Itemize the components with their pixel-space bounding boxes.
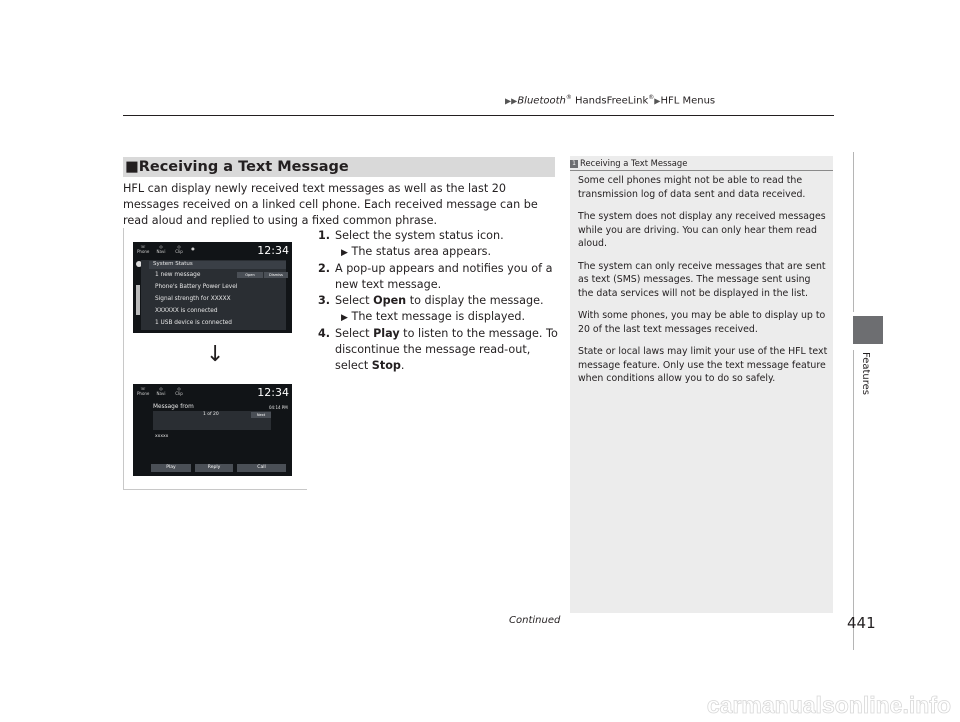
result-arrow-icon: ▶ <box>341 248 348 258</box>
message-body: xxxxx <box>155 434 169 439</box>
result-arrow-icon: ▶ <box>341 313 348 323</box>
header-rule <box>123 115 834 116</box>
clip-icon: ◎ Clip <box>175 386 183 396</box>
triangle-icon: ▶ <box>654 96 661 106</box>
phone-icon: ☏ Phone <box>137 386 150 396</box>
notes-rule <box>570 170 833 171</box>
intro-paragraph: HFL can display newly received text messages as well as the last 20 messages received on a linked cell phone. Each received message can be read aloud and replied to using a fixed common phrase. <box>123 182 538 227</box>
clock: 12:34 <box>257 386 289 399</box>
down-arrow-icon: ↓ <box>206 342 225 367</box>
status-title: System Status <box>153 261 193 267</box>
continued-label: Continued <box>509 615 561 626</box>
step-2: 2. A pop-up appears and notifies you of a new text message. <box>318 262 553 291</box>
watermark <box>0 690 960 722</box>
step-3-result: ▶ The text message is displayed. <box>341 310 526 323</box>
phone-icon: ☏ Phone <box>137 244 150 254</box>
triangle-icon: ▶▶ <box>505 96 518 106</box>
message-time: 04:14 PM <box>269 405 288 410</box>
breadcrumb: ▶▶Bluetooth® HandsFreeLink®▶HFL Menus <box>505 94 716 107</box>
play-button[interactable]: Play <box>151 464 191 472</box>
screen-message <box>133 384 292 476</box>
tab-divider <box>853 350 854 650</box>
clock: 12:34 <box>257 244 289 257</box>
dismiss-button[interactable]: Dismiss <box>264 272 288 278</box>
status-row-signal: Signal strength for XXXXX <box>155 296 231 302</box>
note-paragraph: The system can only receive messages that are sent as text (SMS) messages. The message sent using the data services will not be displayed in the list. <box>578 260 826 299</box>
breadcrumb-handsfreelink: HandsFreeLink <box>571 95 649 107</box>
notes-body <box>578 174 828 395</box>
status-row-connection[interactable]: XXXXXX is connected <box>155 308 218 314</box>
call-button[interactable]: Call <box>237 464 286 472</box>
note-paragraph: State or local laws may limit your use of the HFL text message feature. Only use the text message feature when conditions allow you to do so safely. <box>578 346 828 384</box>
reply-button[interactable]: Reply <box>195 464 233 472</box>
next-button[interactable]: Next <box>251 412 271 418</box>
screen-system-status <box>133 242 292 333</box>
status-row-usb: 1 USB device is connected <box>155 320 232 326</box>
scroll-handle[interactable] <box>136 285 140 315</box>
step-list <box>318 228 558 374</box>
square-bullet-icon: ■ <box>125 159 139 175</box>
status-row-battery: Phone's Battery Power Level <box>155 284 238 290</box>
watermark-text: carmanualsonline.info <box>706 692 951 718</box>
chapter-tab-label[interactable]: Features <box>860 352 871 395</box>
note-paragraph: Some cell phones might not be able to read the transmission log of data sent and data received. <box>578 175 806 200</box>
open-button[interactable]: Open <box>237 272 263 278</box>
notes-heading[interactable]: 1 Receiving a Text Message <box>570 158 833 168</box>
breadcrumb-hfl-menus: HFL Menus <box>660 95 716 107</box>
note-paragraph: With some phones, you may be able to display up to 20 of the last text messages received. <box>578 310 826 335</box>
chapter-tab-marker <box>853 316 883 344</box>
message-from-label[interactable]: Message from <box>153 404 194 410</box>
note-paragraph: The system does not display any received messages while you are driving. You can only hear them read aloud. <box>578 211 826 249</box>
breadcrumb-bluetooth: Bluetooth <box>517 95 566 107</box>
navi-icon: ◎ Navi <box>156 244 166 254</box>
notification-icon: ● <box>191 246 195 251</box>
clip-icon: ◎ Clip <box>175 244 183 254</box>
section-title: ■Receiving a Text Message <box>125 159 349 175</box>
step-1-result: ▶ The status area appears. <box>341 245 492 258</box>
page-number: 441 <box>847 614 876 632</box>
tab-divider <box>853 152 854 312</box>
step-4: 4. Select Play to listen to the message. To discontinue the message read-out, select Stop. <box>318 327 558 372</box>
step-3: 3. Select Open to display the message. ▶ The text message is displayed. <box>318 293 558 326</box>
note-icon: 1 <box>570 160 578 168</box>
navi-icon: ◎ Navi <box>156 386 166 396</box>
status-row-message[interactable]: 1 new message <box>155 272 201 278</box>
message-counter: 1 of 20 <box>203 412 219 417</box>
step-1: 1. Select the system status icon. ▶ The status area appears. <box>318 228 558 261</box>
